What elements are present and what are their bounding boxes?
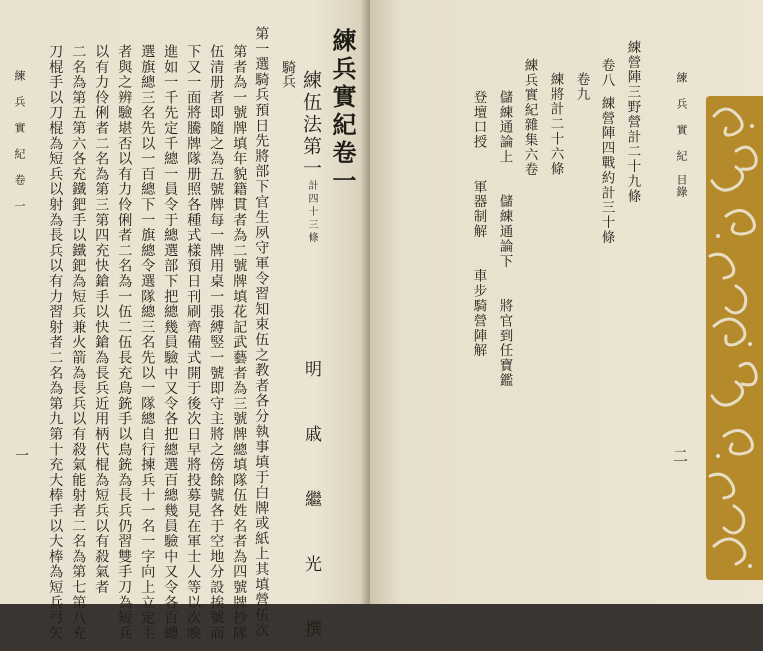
- left-page: [0, 0, 370, 651]
- author-role: 撰: [301, 620, 321, 651]
- decorative-cloud-border: [706, 96, 763, 580]
- author-line: [301, 360, 321, 651]
- body-column-8: 以有力伶俐者二名為第三第四充快鎗手以快鎗為長兵近用柄代棍為短兵以有殺氣者: [93, 44, 110, 595]
- body-column-3: 伍清册者即隨之為五號牌每一牌用桌一張縛竪一號即守主將之傍餘號各于空地分設挨號而: [208, 44, 225, 641]
- toc-entry-4: 卷九: [573, 72, 590, 102]
- section-label: 騎兵: [280, 60, 296, 88]
- body-column-5: 進如一千先定千總一員令于總選部下把總幾員驗中又令各把總選百總幾員驗中又令各百總: [162, 44, 179, 641]
- right-page-number: 二: [671, 448, 689, 464]
- body-column-2: 第者為一號牌填年貌籍貫者為二號牌填花記武藝者為三號牌總填隊伍姓名者為四號牌抄隊: [231, 44, 248, 641]
- body-column-7: 者與之辨驗堪否以有力伶俐者二名為一伍二伍長充鳥銃手以鳥銃為長兵仍習雙手刀為短兵: [116, 44, 133, 641]
- chapter-note: 計四十三條: [306, 180, 317, 245]
- header-label: 目錄: [675, 174, 688, 198]
- toc-entry-6: 練兵實紀雜集六卷: [521, 58, 538, 178]
- header-title-text: 練 兵 實 紀: [675, 72, 688, 162]
- chapter-title-book: 練兵實紀卷一: [328, 28, 357, 196]
- toc-entry-2: 卷八: [598, 58, 615, 88]
- chapter-title: [300, 70, 322, 245]
- body-column-9: 二名為第五第六各充鐵鈀手以鐵鈀為短兵兼火箭為長兵以有殺氣能射者二名為第七第八充: [70, 44, 87, 641]
- toc-entry-5: 練將計二十六條: [547, 72, 564, 177]
- body-column-4: 下又一面將騰牌隊册照各種式樣預日刊刷齊備式開于後次日早將投募見在軍士人等以次喚: [185, 44, 202, 641]
- footer-page-number: 一: [13, 448, 29, 463]
- toc-entry-7: 儲練通論上 儲練通論下 將官到任寶鑑: [496, 90, 513, 388]
- header-title: [676, 72, 687, 222]
- toc-entry-1: 練營陣三野營計二十九條: [624, 40, 641, 204]
- author-name: 戚 繼 光: [301, 425, 321, 586]
- author-dynasty: 明: [301, 360, 321, 391]
- body-column-10: 刀棍手以刀棍為短兵以射為長兵以有力習射者二名為第九第十充大棒手以大棒為短兵弓矢: [47, 44, 64, 641]
- toc-entry-8: 登壇口授 軍器制解 車步騎營陣解: [470, 90, 487, 359]
- right-page: [370, 0, 763, 604]
- toc-entry-3: 練營陣四戰約計三十條: [598, 96, 615, 245]
- cloud-pattern-icon: [706, 96, 763, 580]
- footer-title: 練 兵 實 紀 卷 一: [13, 70, 26, 212]
- body-column-6: 選旗總三名先以一百總下一旗總令選隊總三名先以一隊總自行揀兵十一名一字向上立定主: [139, 44, 156, 641]
- chapter-title-text: 練伍法第一: [300, 70, 322, 180]
- body-column-1: 第一選騎兵預日先將部下官生夙守軍令習知束伍之教者各分執事填于白牌或紙上其填營伍次: [253, 26, 270, 638]
